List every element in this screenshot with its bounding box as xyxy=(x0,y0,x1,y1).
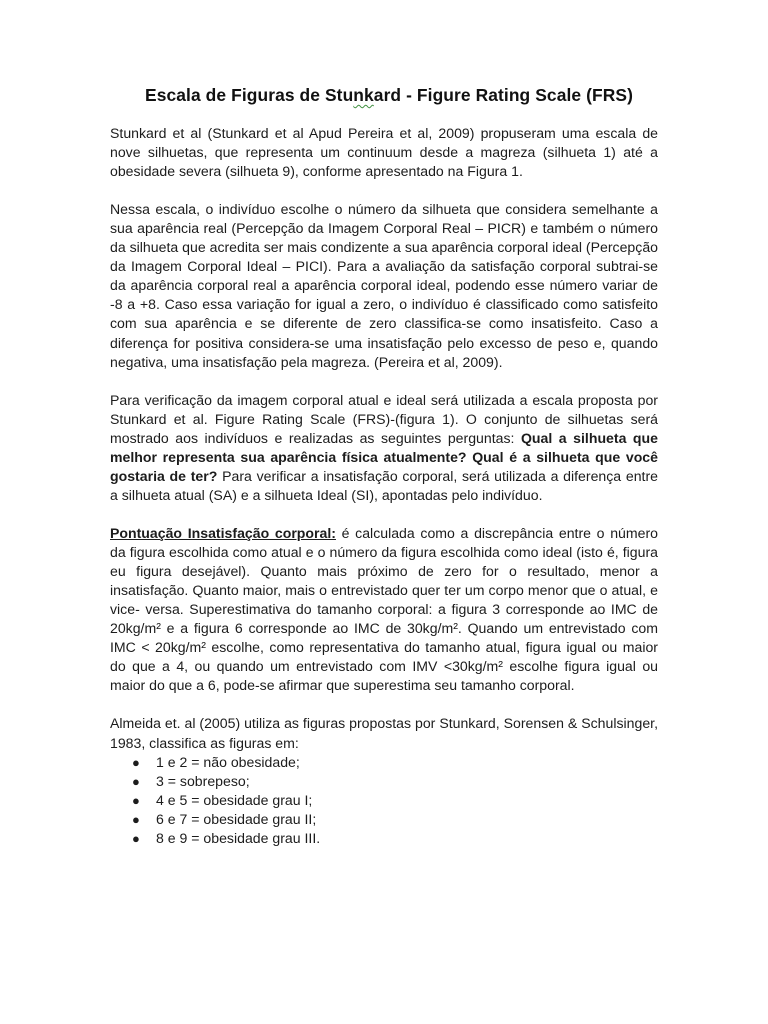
document-title xyxy=(0,85,768,106)
list-item-text: 4 e 5 = obesidade grau I; xyxy=(156,791,313,808)
paragraph-questions xyxy=(110,391,658,505)
classification-list xyxy=(110,753,658,848)
questions-rest-text: Para verificar a insatisfação corporal, será utilizada a diferença entre a silhueta atual (SA) e a silhueta Ideal (SI), apontadas pelo indivíduo. xyxy=(110,467,659,503)
title-spellcheck-word: nk xyxy=(353,85,374,105)
bullet-icon: ● xyxy=(132,773,140,789)
questions-intro-text: Para verificação da imagem corporal atual e ideal será utilizada a escala proposta por Stunkard et al. Figure Rating Scale (FRS)-(figura 1). O conjunto de silhuetas será mostrado aos indivíduos e realizadas as seguintes perguntas: xyxy=(110,391,658,446)
title-part-1: Escala de Figuras de Stu xyxy=(145,85,354,105)
list-item-text: 1 e 2 = não obesidade; xyxy=(156,753,300,770)
list-item-text: 6 e 7 = obesidade grau II; xyxy=(156,810,317,827)
list-item xyxy=(110,772,658,791)
list-item xyxy=(110,829,658,848)
bullet-icon: ● xyxy=(132,754,140,770)
title-part-2: ard - Figure Rating Scale (FRS) xyxy=(373,85,633,105)
paragraph-scoring xyxy=(110,524,658,695)
list-item xyxy=(110,753,658,772)
bullet-icon: ● xyxy=(132,811,140,827)
list-item xyxy=(110,810,658,829)
paragraph-intro: Stunkard et al (Stunkard et al Apud Pereira et al, 2009) propuseram uma escala de nove silhuetas, que representa um continuum desde a magreza (silhueta 1) até a obesidade severa (silhueta 9), conforme apresentado na Figura 1. xyxy=(110,125,658,180)
scoring-label: Pontuação Insatisfação corporal: xyxy=(110,524,336,541)
bullet-icon: ● xyxy=(132,830,140,846)
paragraph-classification: Almeida et. al (2005) utiliza as figuras propostas por Stunkard, Sorensen & Schulsinger, 1983, classifica as figuras em: xyxy=(110,715,658,751)
list-item xyxy=(110,791,658,810)
scoring-text: é calculada como a discrepância entre o número da figura escolhida como atual e o número da figura escolhida como ideal (isto é, figura eu figura desejável). Quanto mais próximo de zero for o resultado, menor a insatisfação. Quanto maior, mais o entrevistado quer ter um corpo menor que o atual, e vice- versa. Superestimativa do tamanho corporal: a figura 3 corresponde ao IMC de 20kg/m² e a figura 6 corresponde ao IMC de 30kg/m². Quando um entrevistado com IMC < 20kg/m² escolhe, como representativa do tamanho atual, figura igual ou maior do que a 4, ou quando um entrevistado com IMV <30kg/m² escolhe figura igual ou maior do que a 6, pode-se afirmar que superestima seu tamanho corporal. xyxy=(110,524,658,694)
document-body xyxy=(110,124,658,848)
bullet-icon: ● xyxy=(132,792,140,808)
list-item-text: 3 = sobrepeso; xyxy=(156,772,250,789)
paragraph-method: Nessa escala, o indivíduo escolhe o número da silhueta que considera semelhante a sua aparência real (Percepção da Imagem Corporal Real – PICR) e também o número da silhueta que acredita ser mais condizente a sua aparência corporal ideal (Percepção da Imagem Corporal Ideal – PICI). Para a avaliação da satisfação corporal subtrai-se da aparência corporal real a aparência corporal ideal, podendo esse número variar de -8 a +8. Caso essa variação for igual a zero, o indivíduo é classificado como satisfeito com sua aparência e se diferente de zero classifica-se como insatisfeito. Caso a diferença for positiva considera-se uma insatisfação pelo excesso de peso e, quando negativa, uma insatisfação pela magreza. (Pereira et al, 2009). xyxy=(110,201,658,370)
questions-bold-text: Qual a silhueta que melhor representa sua aparência física atualmente? Qual é a silhueta que você gostaria de ter? xyxy=(110,429,658,484)
list-item-text: 8 e 9 = obesidade grau III. xyxy=(156,829,321,846)
